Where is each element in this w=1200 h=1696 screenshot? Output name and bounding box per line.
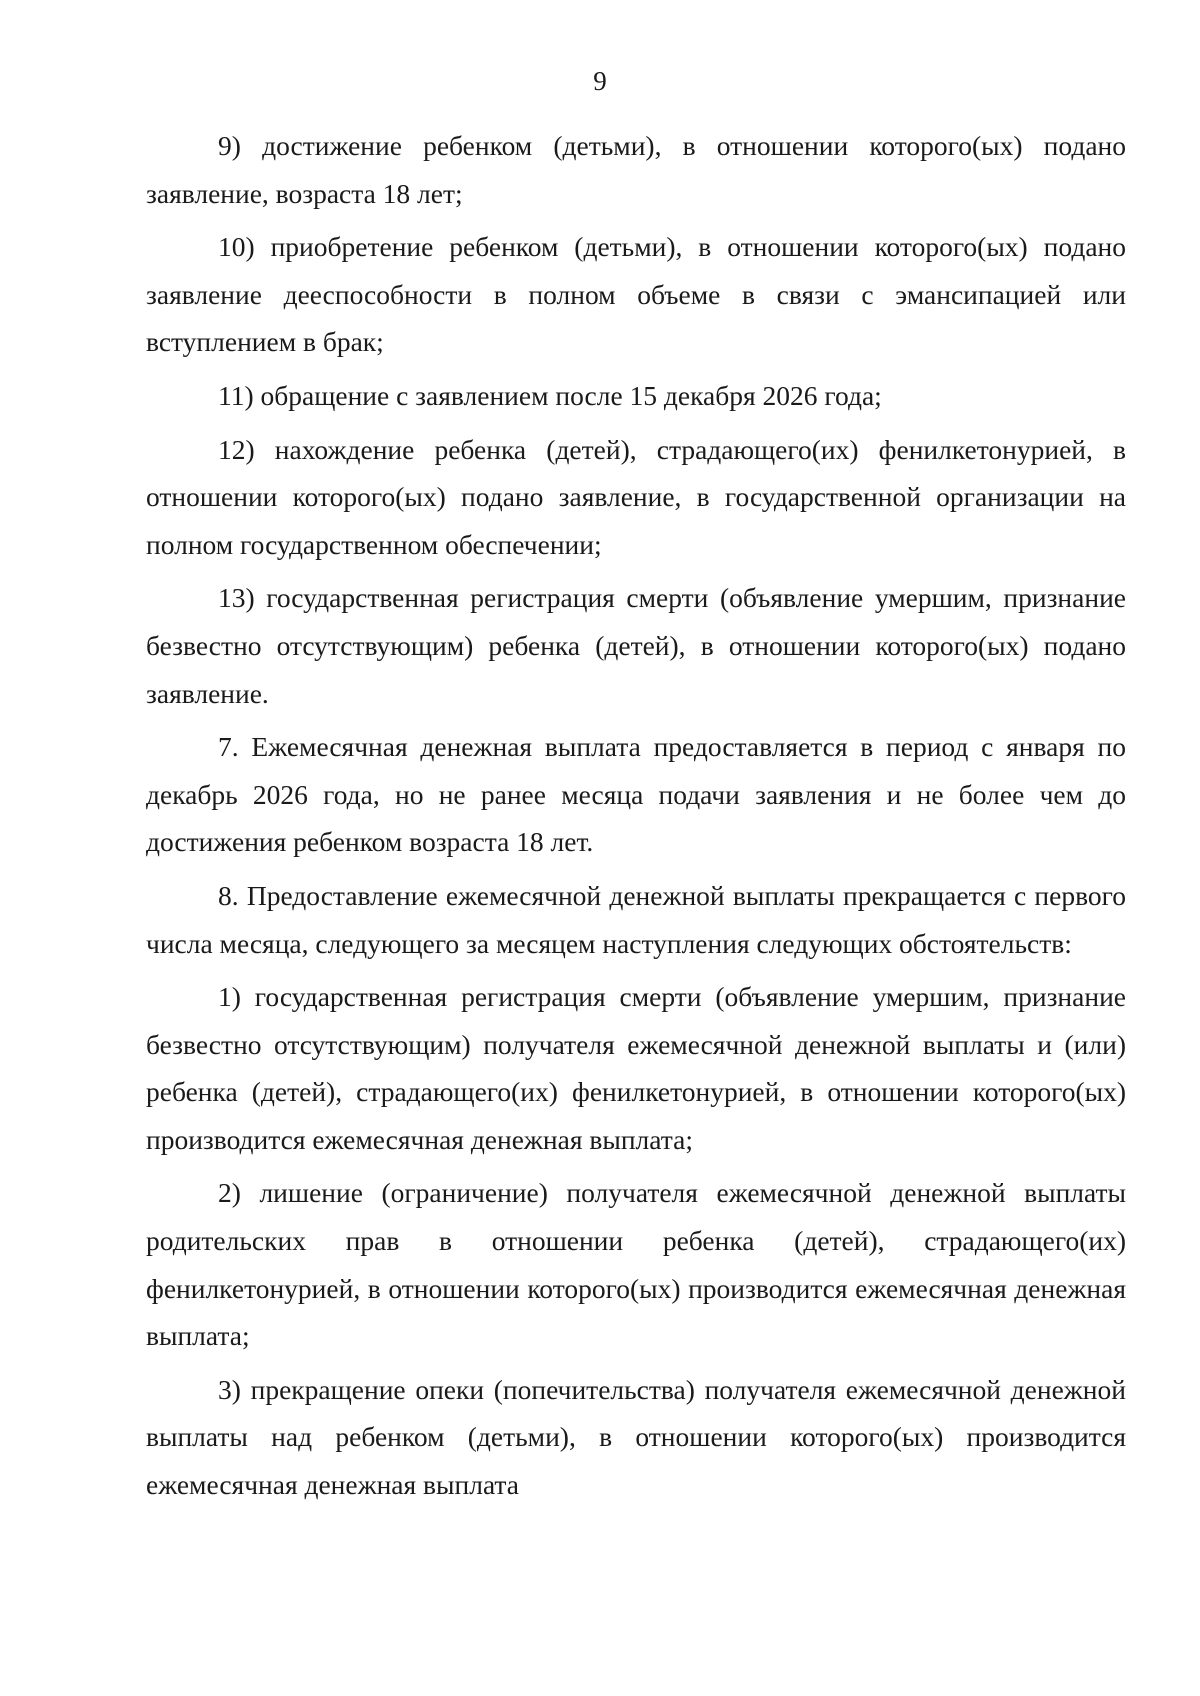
document-body — [146, 122, 1126, 1509]
list-item-12: 12) нахождение ребенка (детей), страдающего(их) фенилкетонурией, в отношении которого(ых) подано заявление, в государственной организации на полном государственном обеспечении; — [146, 433, 1126, 560]
list-item-10: 10) приобретение ребенком (детьми), в отношении которого(ых) подано заявление дееспособности в полном объеме в связи с эмансипацией или вступлением в брак; — [146, 231, 1126, 358]
page-number: 9 — [593, 66, 607, 96]
list-item-3: 3) прекращение опеки (попечительства) получателя ежемесячной денежной выплаты над ребенком (детьми), в отношении которого(ых) производится ежемесячная денежная выплата — [146, 1373, 1126, 1501]
list-item-11: 11) обращение с заявлением после 15 декабря 2026 года; — [218, 379, 882, 411]
list-item-2: 2) лишение (ограничение) получателя ежемесячной денежной выплаты родительских прав в отношении ребенка (детей), страдающего(их) фенилкетонурией, в отношении которого(ых) производится ежемесячная денежная выплата; — [146, 1177, 1126, 1352]
list-item-13: 13) государственная регистрация смерти (объявление умершим, признание безвестно отсутствующим) ребенка (детей), в отношении которого(ых) подано заявление. — [146, 582, 1126, 709]
list-item-1: 1) государственная регистрация смерти (объявление умершим, признание безвестно отсутствующим) получателя ежемесячной денежной выплаты и (или) ребенка (детей), страдающего(их) фенилкетонурией, в отношении которого(ых) производится ежемесячная денежная выплата; — [146, 981, 1126, 1155]
clause-7: 7. Ежемесячная денежная выплата предоставляется в период с января по декабрь 2026 года, но не ранее месяца подачи заявления и не более чем до достижения ребенком возраста 18 лет. — [146, 731, 1126, 858]
clause-8: 8. Предоставление ежемесячной денежной выплаты прекращается с первого числа месяца, следующего за месяцем наступления следующих обстоятельств: — [146, 879, 1126, 959]
list-item-9: 9) достижение ребенком (детьми), в отношении которого(ых) подано заявление, возраста 18 лет; — [146, 130, 1126, 209]
